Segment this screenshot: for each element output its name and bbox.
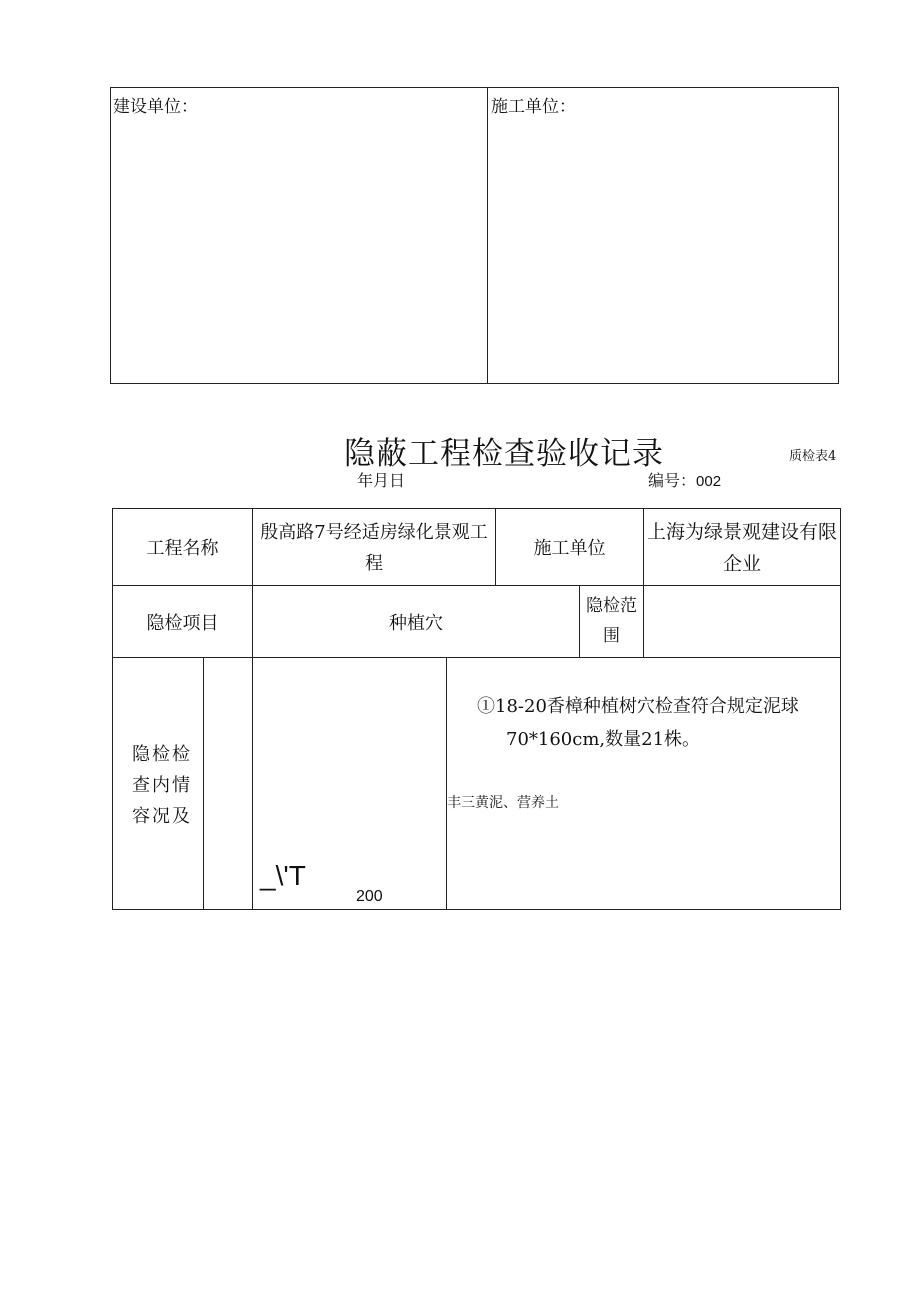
row-divider (112, 657, 840, 658)
inspection-content-line1: ①18-20香樟种植树穴检查符合规定泥球 (477, 696, 799, 717)
serial-label: 编号： (648, 471, 697, 490)
page-title: 隐蔽工程检查验收记录 (344, 436, 664, 472)
owner-unit-label: 建设单位： (113, 97, 198, 117)
contractor-unit-label: 施工单位： (491, 97, 576, 117)
signature-table (110, 87, 839, 384)
serial-value: 002 (696, 473, 722, 490)
sketch-number: 200 (356, 888, 383, 905)
contractor-label: 施工单位 (533, 538, 606, 559)
signature-table-divider (487, 87, 488, 383)
soil-note: 丰三黄泥、营养土 (447, 795, 559, 811)
date-label: 年月日 (357, 471, 406, 490)
col-divider (446, 657, 447, 909)
col-divider (252, 657, 253, 909)
inspection-content-label: 隐检检查内情容况及 (132, 744, 192, 827)
inspection-content-line2: 70*160cm,数量21株。 (506, 729, 701, 750)
project-name-value: 殷高路7号经适房绿化景观工程 (260, 522, 488, 574)
contractor-value: 上海为绿景观建设有限企业 (647, 521, 838, 575)
inspection-item-value: 种植穴 (389, 612, 443, 634)
serial-number (648, 468, 721, 491)
sketch-mark: _\'T (260, 860, 306, 891)
inspection-scope-label: 隐检范围 (586, 596, 637, 646)
form-code: 质检表4 (789, 449, 837, 464)
inspection-scope-value (644, 586, 839, 657)
inspection-item-label: 隐检项目 (146, 612, 219, 634)
project-name-label: 工程名称 (146, 538, 219, 559)
